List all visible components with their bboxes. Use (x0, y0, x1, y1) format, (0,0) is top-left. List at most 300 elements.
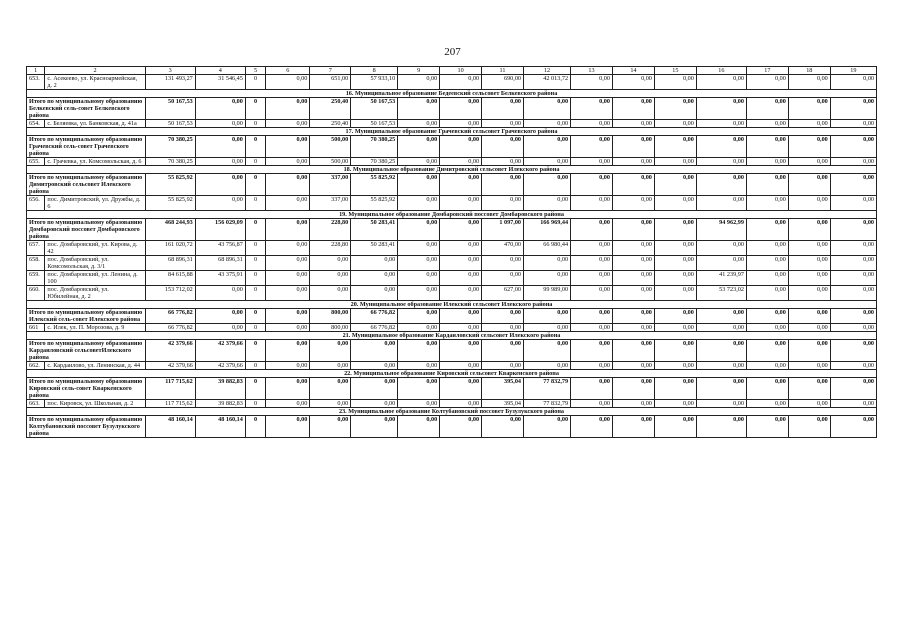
value-cell: 0,00 (788, 362, 830, 370)
table-row (27, 75, 877, 90)
value-cell: 0,00 (654, 362, 696, 370)
value-cell: 0,00 (746, 158, 788, 166)
value-cell: 0,00 (746, 362, 788, 370)
total-cell: 0,00 (195, 136, 245, 158)
section-row (27, 90, 877, 98)
column-number: 5 (245, 67, 265, 75)
value-cell: 50 283,41 (351, 241, 398, 256)
total-cell: 0,00 (746, 340, 788, 362)
value-cell: 0,00 (195, 196, 245, 211)
value-cell: 0,00 (398, 271, 440, 286)
value-cell: 0,00 (482, 256, 524, 271)
value-cell: 0,00 (571, 400, 613, 408)
total-cell: 0,00 (571, 219, 613, 241)
total-cell: 0,00 (440, 378, 482, 400)
value-cell: 131 493,27 (145, 75, 195, 90)
value-cell: 0,00 (746, 324, 788, 332)
value-cell: 800,00 (310, 324, 351, 332)
total-cell: 0,00 (696, 136, 746, 158)
value-cell: 0,00 (612, 158, 654, 166)
value-cell: 0,00 (788, 196, 830, 211)
total-label: Итого по муниципальному образованию Димитровский сельсовет Илекского района (27, 174, 146, 196)
total-cell: 0,00 (746, 309, 788, 324)
address-cell: пос. Домбаровский, ул. Комсомольская, д. 3/1 (45, 256, 145, 271)
value-cell: 0,00 (524, 158, 571, 166)
address-cell: с. Беляевка, ул. Банковская, д. 41а (45, 120, 145, 128)
total-cell: 0,00 (696, 309, 746, 324)
value-cell: 0,00 (830, 120, 876, 128)
total-cell: 94 962,99 (696, 219, 746, 241)
value-cell: 99 989,00 (524, 286, 571, 301)
value-cell: 0,00 (696, 120, 746, 128)
total-cell: 77 832,79 (524, 378, 571, 400)
value-cell: 0,00 (654, 158, 696, 166)
value-cell: 66 776,82 (145, 324, 195, 332)
value-cell: 0,00 (398, 286, 440, 301)
total-cell: 0,00 (830, 340, 876, 362)
value-cell: 0,00 (351, 286, 398, 301)
value-cell: 0,00 (351, 256, 398, 271)
total-cell: 0,00 (398, 309, 440, 324)
row-number: 659. (27, 271, 45, 286)
value-cell: 0,00 (612, 400, 654, 408)
register-table-sheet (26, 66, 877, 438)
value-cell: 0,00 (788, 241, 830, 256)
value-cell: 0,00 (654, 324, 696, 332)
value-cell: 0 (245, 256, 265, 271)
total-cell: 0,00 (482, 136, 524, 158)
section-title: 17. Муниципальное образование Грачевский сельсовет Грачевского района (27, 128, 877, 136)
table-row (27, 271, 877, 286)
value-cell: 0,00 (398, 256, 440, 271)
total-cell: 0,00 (746, 98, 788, 120)
value-cell: 31 546,45 (195, 75, 245, 90)
total-cell: 70 380,25 (351, 136, 398, 158)
value-cell: 0,00 (571, 196, 613, 211)
value-cell: 0,00 (612, 256, 654, 271)
column-number: 9 (398, 67, 440, 75)
total-row (27, 98, 877, 120)
total-cell: 0,00 (440, 174, 482, 196)
value-cell: 0,00 (266, 286, 310, 301)
value-cell: 43 375,91 (195, 271, 245, 286)
total-cell: 0,00 (524, 174, 571, 196)
total-cell: 0,00 (482, 309, 524, 324)
value-cell: 43 756,87 (195, 241, 245, 256)
section-title: 23. Муниципальное образование Колтубановский поссовет Бузулукского района (27, 408, 877, 416)
total-cell: 50 167,53 (351, 98, 398, 120)
total-cell: 0,00 (612, 416, 654, 438)
total-cell: 0,00 (788, 174, 830, 196)
value-cell: 39 882,83 (195, 400, 245, 408)
value-cell: 0,00 (612, 324, 654, 332)
value-cell: 0,00 (440, 324, 482, 332)
value-cell: 0,00 (571, 286, 613, 301)
total-cell: 0,00 (571, 378, 613, 400)
value-cell: 0,00 (571, 241, 613, 256)
total-label: Итого по муниципальному образованию Колтубановский поссовет Бузулукского района (27, 416, 146, 438)
value-cell: 0,00 (351, 271, 398, 286)
total-row (27, 340, 877, 362)
value-cell: 0,00 (696, 158, 746, 166)
value-cell: 0,00 (830, 75, 876, 90)
row-number: 653. (27, 75, 45, 90)
value-cell: 42 379,66 (145, 362, 195, 370)
total-cell: 156 029,09 (195, 219, 245, 241)
total-cell: 0,00 (654, 378, 696, 400)
total-cell: 0,00 (266, 416, 310, 438)
total-cell: 0,00 (266, 219, 310, 241)
column-number: 10 (440, 67, 482, 75)
row-number: 655. (27, 158, 45, 166)
total-row (27, 378, 877, 400)
row-number: 661 (27, 324, 45, 332)
value-cell: 0,00 (696, 196, 746, 211)
row-number: 654. (27, 120, 45, 128)
value-cell: 0,00 (398, 241, 440, 256)
total-cell: 0,00 (746, 378, 788, 400)
value-cell: 0,00 (482, 271, 524, 286)
value-cell: 0,00 (571, 271, 613, 286)
value-cell: 0,00 (440, 120, 482, 128)
total-cell: 0,00 (830, 416, 876, 438)
total-row (27, 136, 877, 158)
value-cell: 0,00 (788, 400, 830, 408)
value-cell: 470,00 (482, 241, 524, 256)
total-cell: 0,00 (746, 174, 788, 196)
column-number: 16 (696, 67, 746, 75)
value-cell: 0,00 (830, 196, 876, 211)
value-cell: 0,00 (266, 400, 310, 408)
total-cell: 0 (245, 416, 265, 438)
row-number: 660. (27, 286, 45, 301)
section-title: 18. Муниципальное образование Димитровский сельсовет Илекского района (27, 166, 877, 174)
value-cell: 0,00 (788, 256, 830, 271)
value-cell: 0,00 (746, 286, 788, 301)
value-cell: 0,00 (830, 241, 876, 256)
section-title: 20. Муниципальное образование Илекский сельсовет Илекского района (27, 301, 877, 309)
value-cell: 627,00 (482, 286, 524, 301)
total-cell: 0,00 (440, 136, 482, 158)
value-cell: 70 380,25 (351, 158, 398, 166)
value-cell: 0,00 (266, 196, 310, 211)
total-cell: 0,00 (440, 98, 482, 120)
address-cell: с. Асекеево, ул. Красноармейская, д. 2 (45, 75, 145, 90)
total-cell: 0,00 (571, 340, 613, 362)
value-cell: 0 (245, 158, 265, 166)
total-cell: 0,00 (440, 309, 482, 324)
total-label: Итого по муниципальному образованию Кардаиловский сельсоветИлекского района (27, 340, 146, 362)
value-cell: 0,00 (482, 362, 524, 370)
total-cell: 1 097,00 (482, 219, 524, 241)
total-cell: 48 160,14 (145, 416, 195, 438)
value-cell: 0,00 (310, 271, 351, 286)
total-cell: 0,00 (398, 340, 440, 362)
total-cell: 42 379,66 (145, 340, 195, 362)
value-cell: 0,00 (696, 256, 746, 271)
total-cell: 0,00 (696, 98, 746, 120)
value-cell: 0,00 (612, 120, 654, 128)
value-cell: 0,00 (571, 362, 613, 370)
section-row (27, 301, 877, 309)
total-cell: 0,00 (440, 416, 482, 438)
table-row (27, 241, 877, 256)
value-cell: 0,00 (654, 120, 696, 128)
total-cell: 0,00 (612, 219, 654, 241)
value-cell: 42 013,72 (524, 75, 571, 90)
column-number-row (27, 67, 877, 75)
value-cell: 57 933,10 (351, 75, 398, 90)
value-cell: 66 980,44 (524, 241, 571, 256)
value-cell: 0,00 (266, 324, 310, 332)
value-cell: 651,00 (310, 75, 351, 90)
value-cell: 0,00 (398, 158, 440, 166)
value-cell: 0,00 (524, 271, 571, 286)
total-cell: 0,00 (351, 416, 398, 438)
total-cell: 0,00 (788, 340, 830, 362)
total-cell: 0,00 (571, 416, 613, 438)
total-cell: 0,00 (654, 136, 696, 158)
value-cell: 0,00 (524, 362, 571, 370)
total-row (27, 174, 877, 196)
value-cell: 0,00 (746, 256, 788, 271)
address-cell: пос. Домбаровский, ул. Ленина, д. 100 (45, 271, 145, 286)
value-cell: 337,00 (310, 196, 351, 211)
section-title: 19. Муниципальное образование Домбаровский поссовет Домбаровского района (27, 211, 877, 219)
value-cell: 0,00 (524, 196, 571, 211)
total-cell: 0,00 (571, 136, 613, 158)
value-cell: 0,00 (788, 324, 830, 332)
section-title: 21. Муниципальное образование Кардаиловский сельсовет Илекского района (27, 332, 877, 340)
value-cell: 68 896,31 (145, 256, 195, 271)
total-cell: 0,00 (654, 219, 696, 241)
total-cell: 0,00 (266, 340, 310, 362)
total-cell: 0,00 (696, 340, 746, 362)
total-cell: 0,00 (266, 136, 310, 158)
value-cell: 0,00 (440, 196, 482, 211)
value-cell: 0,00 (571, 256, 613, 271)
total-cell: 0,00 (310, 340, 351, 362)
value-cell: 117 715,62 (145, 400, 195, 408)
value-cell: 0,00 (746, 120, 788, 128)
value-cell: 0,00 (746, 75, 788, 90)
total-cell: 0,00 (524, 309, 571, 324)
row-number: 663. (27, 400, 45, 408)
value-cell: 0 (245, 324, 265, 332)
value-cell: 0,00 (830, 400, 876, 408)
value-cell: 0,00 (398, 75, 440, 90)
total-cell: 0,00 (612, 98, 654, 120)
column-number: 17 (746, 67, 788, 75)
value-cell: 0 (245, 271, 265, 286)
value-cell: 0,00 (612, 362, 654, 370)
total-cell: 0,00 (310, 416, 351, 438)
register-table (26, 66, 877, 438)
value-cell: 0,00 (571, 324, 613, 332)
total-label: Итого по муниципальному образованию Домбаровский поссовет Домбаровского района (27, 219, 146, 241)
total-cell: 0,00 (482, 174, 524, 196)
column-number: 7 (310, 67, 351, 75)
total-cell: 166 969,44 (524, 219, 571, 241)
value-cell: 55 825,92 (145, 196, 195, 211)
total-cell: 800,00 (310, 309, 351, 324)
row-number: 656. (27, 196, 45, 211)
total-cell: 0 (245, 309, 265, 324)
value-cell: 0,00 (746, 196, 788, 211)
value-cell: 0,00 (788, 75, 830, 90)
column-number: 15 (654, 67, 696, 75)
total-cell: 0,00 (654, 340, 696, 362)
value-cell: 0,00 (788, 286, 830, 301)
value-cell: 0,00 (266, 75, 310, 90)
address-cell: пос. Домбаровский, ул. Юбилейная, д. 2 (45, 286, 145, 301)
total-cell: 0,00 (830, 98, 876, 120)
total-cell: 250,40 (310, 98, 351, 120)
value-cell: 0,00 (696, 75, 746, 90)
column-number: 13 (571, 67, 613, 75)
value-cell: 0,00 (310, 286, 351, 301)
total-cell: 0,00 (398, 136, 440, 158)
section-row (27, 211, 877, 219)
total-cell: 0,00 (612, 136, 654, 158)
value-cell: 0,00 (351, 400, 398, 408)
value-cell: 0,00 (696, 362, 746, 370)
column-number: 1 (27, 67, 45, 75)
value-cell: 0,00 (440, 158, 482, 166)
section-title: 16. Муниципальное образование Бедеевский сельсовет Белкевского района (27, 90, 877, 98)
value-cell: 0 (245, 400, 265, 408)
value-cell: 0,00 (788, 271, 830, 286)
value-cell: 0,00 (696, 241, 746, 256)
total-cell: 0,00 (696, 416, 746, 438)
total-cell: 0,00 (654, 309, 696, 324)
total-row (27, 416, 877, 438)
value-cell: 0,00 (524, 120, 571, 128)
row-number: 662. (27, 362, 45, 370)
total-cell: 0,00 (524, 98, 571, 120)
value-cell: 0 (245, 362, 265, 370)
total-cell: 55 825,92 (351, 174, 398, 196)
total-cell: 500,00 (310, 136, 351, 158)
value-cell: 153 712,02 (145, 286, 195, 301)
value-cell: 0,00 (746, 400, 788, 408)
total-cell: 0,00 (482, 340, 524, 362)
total-cell: 0,00 (788, 219, 830, 241)
value-cell: 41 239,97 (696, 271, 746, 286)
value-cell: 0,00 (310, 256, 351, 271)
value-cell: 0,00 (571, 158, 613, 166)
value-cell: 0,00 (440, 75, 482, 90)
total-cell: 0,00 (654, 174, 696, 196)
total-cell: 0,00 (398, 416, 440, 438)
address-cell: с. Кардаилово, ул. Ленинская, д. 44 (45, 362, 145, 370)
total-cell: 0,00 (195, 309, 245, 324)
value-cell: 0,00 (195, 286, 245, 301)
table-row (27, 286, 877, 301)
total-cell: 0,00 (654, 416, 696, 438)
value-cell: 0 (245, 75, 265, 90)
address-cell: с. Грачевка, ул. Комсомольская, д. 6 (45, 158, 145, 166)
value-cell: 0,00 (266, 120, 310, 128)
total-cell: 55 825,92 (145, 174, 195, 196)
value-cell: 0,00 (612, 241, 654, 256)
total-cell: 0,00 (524, 340, 571, 362)
total-cell: 0,00 (746, 219, 788, 241)
column-number: 12 (524, 67, 571, 75)
value-cell: 0,00 (266, 362, 310, 370)
column-number: 14 (612, 67, 654, 75)
address-cell: пос. Кировск, ул. Школьная, д. 2 (45, 400, 145, 408)
value-cell: 0,00 (654, 196, 696, 211)
total-cell: 0,00 (571, 309, 613, 324)
total-cell: 0,00 (482, 98, 524, 120)
total-cell: 0,00 (696, 174, 746, 196)
section-row (27, 166, 877, 174)
value-cell: 0,00 (310, 362, 351, 370)
value-cell: 0 (245, 241, 265, 256)
total-cell: 42 379,66 (195, 340, 245, 362)
value-cell: 0,00 (351, 362, 398, 370)
total-cell: 0,00 (696, 378, 746, 400)
total-cell: 0,00 (351, 378, 398, 400)
total-cell: 0 (245, 98, 265, 120)
column-number: 2 (45, 67, 145, 75)
value-cell: 0,00 (654, 75, 696, 90)
total-cell: 0,00 (571, 174, 613, 196)
value-cell: 0,00 (612, 271, 654, 286)
table-row (27, 256, 877, 271)
value-cell: 50 167,53 (351, 120, 398, 128)
total-cell: 0,00 (612, 309, 654, 324)
total-cell: 0,00 (788, 98, 830, 120)
total-cell: 0,00 (788, 416, 830, 438)
value-cell: 50 167,53 (145, 120, 195, 128)
value-cell: 0,00 (696, 324, 746, 332)
value-cell: 0,00 (746, 271, 788, 286)
total-cell: 50 167,53 (145, 98, 195, 120)
address-cell: пос. Димитровский, ул. Дружбы, д. 6 (45, 196, 145, 211)
value-cell: 0,00 (482, 120, 524, 128)
total-cell: 0,00 (398, 174, 440, 196)
value-cell: 0,00 (830, 362, 876, 370)
total-cell: 0,00 (266, 309, 310, 324)
value-cell: 0,00 (830, 286, 876, 301)
total-cell: 0,00 (440, 219, 482, 241)
total-cell: 0,00 (830, 136, 876, 158)
total-cell: 468 244,93 (145, 219, 195, 241)
value-cell: 0,00 (266, 271, 310, 286)
value-cell: 0,00 (482, 324, 524, 332)
total-cell: 0,00 (398, 98, 440, 120)
value-cell: 0,00 (398, 324, 440, 332)
value-cell: 0,00 (788, 158, 830, 166)
total-cell: 0,00 (571, 98, 613, 120)
value-cell: 84 615,88 (145, 271, 195, 286)
total-cell: 0,00 (746, 416, 788, 438)
value-cell: 228,80 (310, 241, 351, 256)
value-cell: 0,00 (571, 75, 613, 90)
total-cell: 0,00 (266, 378, 310, 400)
total-cell: 0,00 (612, 378, 654, 400)
value-cell: 500,00 (310, 158, 351, 166)
value-cell: 68 896,31 (195, 256, 245, 271)
value-cell: 66 776,82 (351, 324, 398, 332)
total-row (27, 309, 877, 324)
total-cell: 0 (245, 340, 265, 362)
total-cell: 228,80 (310, 219, 351, 241)
value-cell: 42 379,66 (195, 362, 245, 370)
value-cell: 0,00 (524, 256, 571, 271)
